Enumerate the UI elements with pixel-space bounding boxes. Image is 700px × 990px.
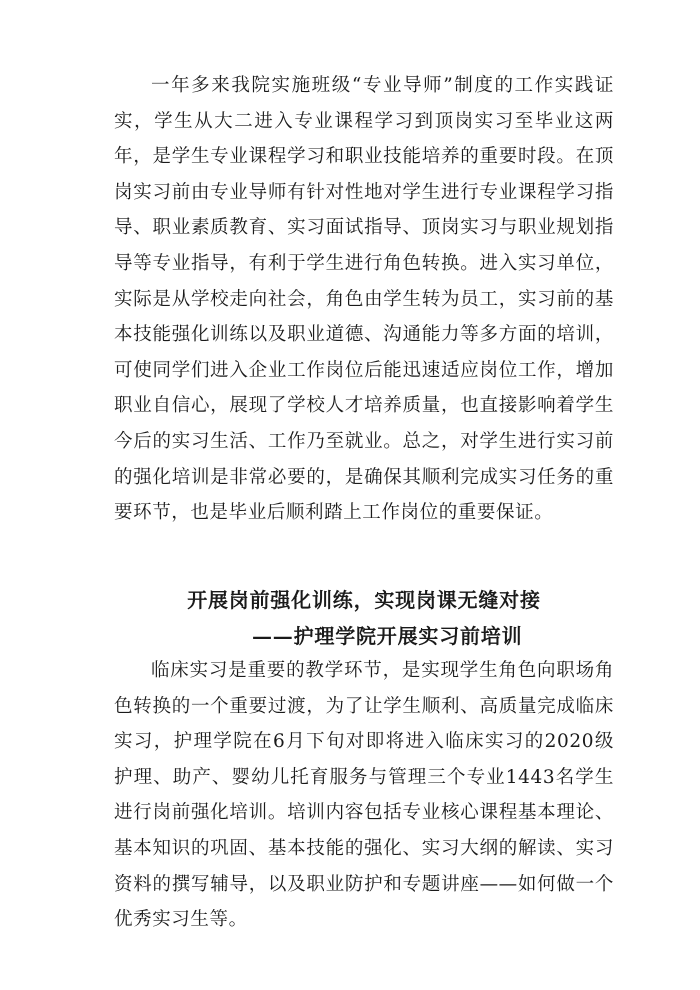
intro-paragraph: 一年多来我院实施班级“专业导师”制度的工作实践证实，学生从大二进入专业课程学习到顶岗实习至毕业这两年，是学生专业课程学习和职业技能培养的重要时段。在顶岗实习前由专业导师有针对性地对学生进行专业课程学习指导、职业素质教育、实习面试指导、顶岗实习与职业规划指导等专业指导，有利于学生进行角色转换。进入实习单位，实际是从学校走向社会，角色由学生转为员工，实习前的基本技能强化训练以及职业道德、沟通能力等多方面的培训，可使同学们进入企业工作岗位后能迅速适应岗位工作，增加职业自信心，展现了学校人才培养质量，也直接影响着学生今后的实习生活、工作乃至就业。总之，对学生进行实习前的强化培训是非常必要的，是确保其顺利完成实习任务的重要环节，也是毕业后顺利踏上工作岗位的重要保证。: [114, 75, 614, 524]
body-paragraph: 临床实习是重要的教学环节，是实现学生角色向职场角色转换的一个重要过渡，为了让学生顺利、高质量完成临床实习，护理学院在6月下旬对即将进入临床实习的2020级护理、助产、婴幼儿托育服务与管理三个专业1443名学生进行岗前强化培训。培训内容包括专业核心课程基本理论、基本知识的巩固、基本技能的强化、实习大纲的解读、实习资料的撰写辅导，以及职业防护和专题讲座——如何做一个优秀实习生等。: [114, 660, 614, 931]
article-title: 开展岗前强化训练，实现岗课无缝对接: [187, 588, 541, 612]
article-subtitle: ——护理学院开展实习前培训: [252, 624, 523, 648]
